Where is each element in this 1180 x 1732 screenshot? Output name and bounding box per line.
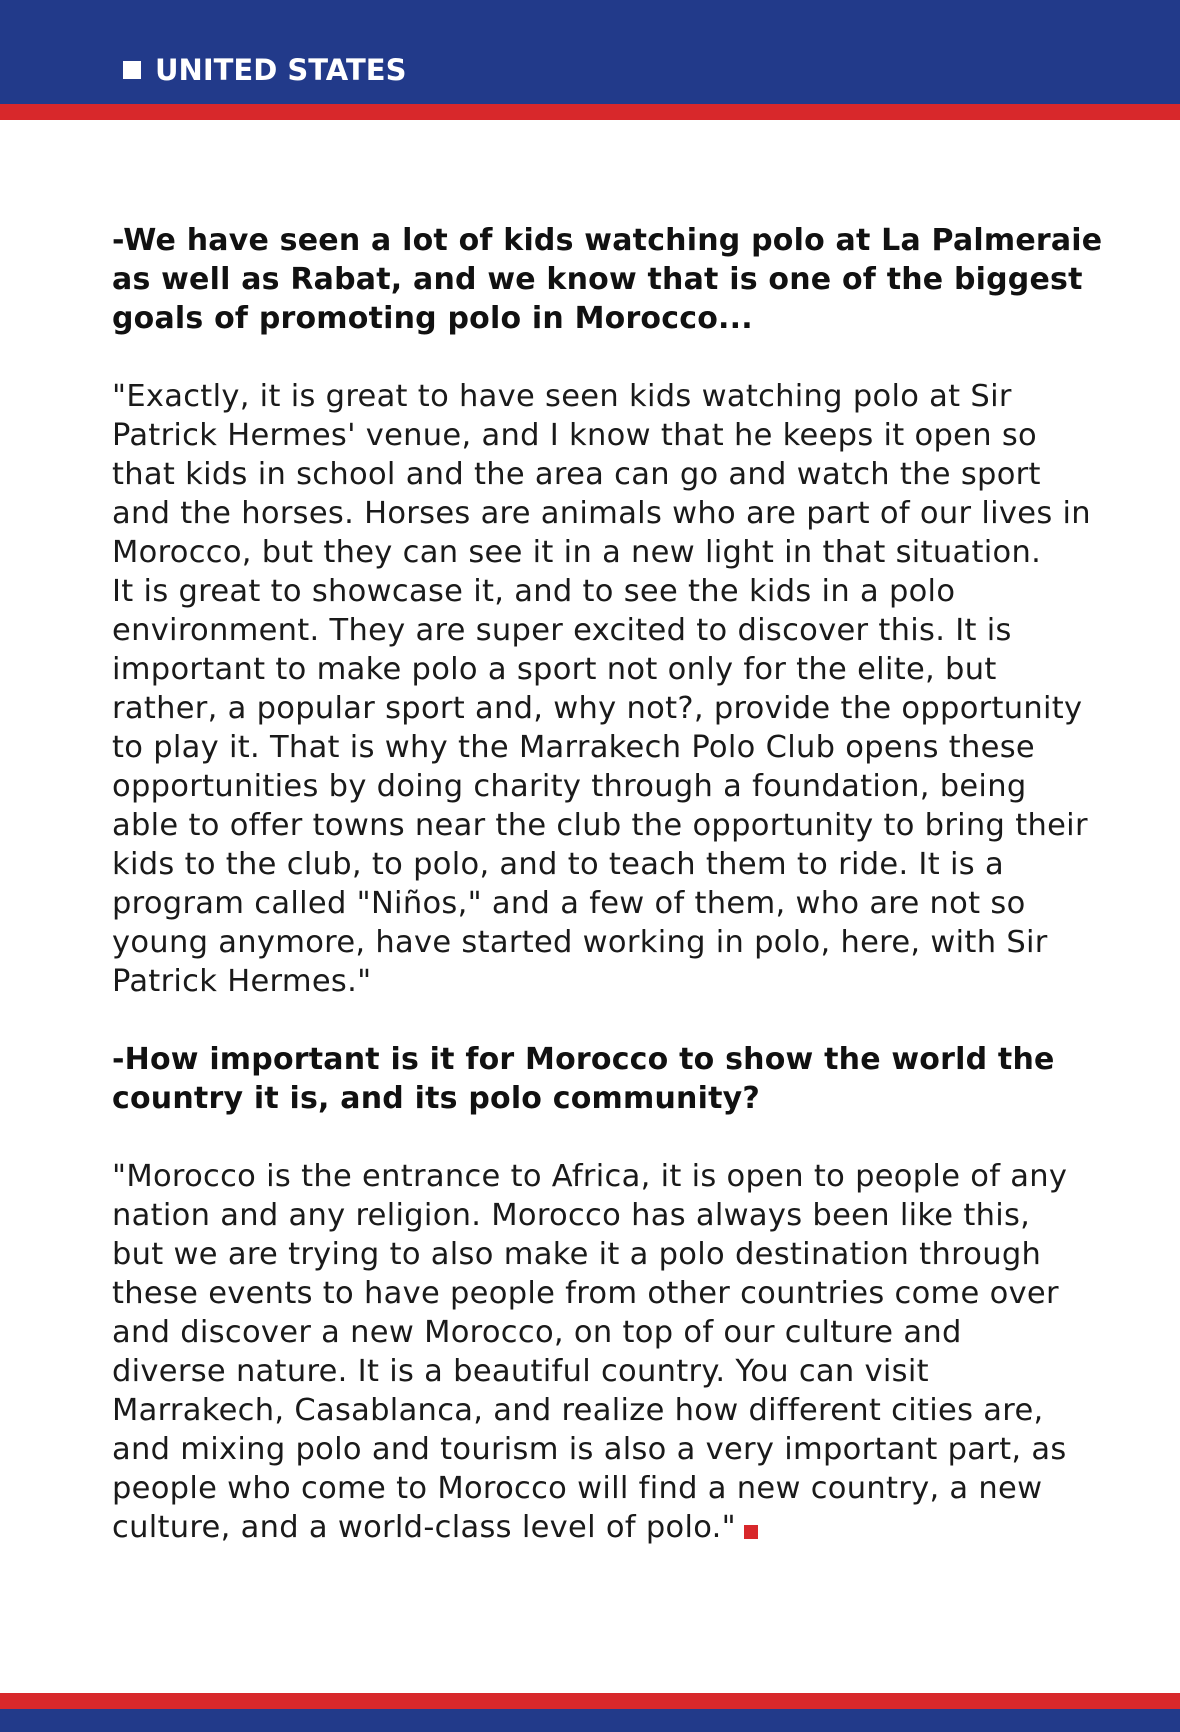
text-line: Patrick Hermes' venue, and I know that he keeps it open so: [112, 418, 1038, 453]
text-line: important to make polo a sport not only for the elite, but: [112, 652, 997, 687]
text-line: Marrakech, Casablanca, and realize how different cities are,: [112, 1393, 1044, 1428]
paragraph-gap: [112, 338, 1112, 377]
text-line: "Morocco is the entrance to Africa, it is open to people of any: [112, 1159, 1068, 1194]
header-red-stripe: [0, 104, 1180, 120]
section-label: UNITED STATES: [155, 53, 407, 87]
question-1: [112, 221, 1112, 338]
text-line: to play it. That is why the Marrakech Polo Club opens these: [112, 730, 1035, 765]
text-line: but we are trying to also make it a polo destination through: [112, 1237, 1042, 1272]
text-line: -How important is it for Morocco to show the world the: [112, 1042, 1055, 1077]
text-line: people who come to Morocco will find a new country, a new: [112, 1471, 1043, 1506]
text-line: goals of promoting polo in Morocco...: [112, 301, 753, 336]
text-line: Morocco, but they can see it in a new light in that situation.: [112, 535, 1042, 570]
answer-2: [112, 1157, 1112, 1547]
article-body: [112, 221, 1112, 1547]
square-bullet-icon: [123, 61, 141, 79]
text-line: and mixing polo and tourism is also a very important part, as: [112, 1432, 1067, 1467]
text-line: these events to have people from other countries come over: [112, 1276, 1059, 1311]
text-line: environment. They are super excited to discover this. It is: [112, 613, 1012, 648]
text-line: as well as Rabat, and we know that is one of the biggest: [112, 262, 1083, 297]
paragraph-gap: [112, 1118, 1112, 1157]
end-square-icon: [744, 1525, 758, 1539]
text-line: rather, a popular sport and, why not?, provide the opportunity: [112, 691, 1083, 726]
paragraph-gap: [112, 1001, 1112, 1040]
text-line: Patrick Hermes.": [112, 964, 372, 999]
text-line: program called "Niños," and a few of them, who are not so: [112, 886, 1026, 921]
text-line: country it is, and its polo community?: [112, 1081, 760, 1116]
text-line: -We have seen a lot of kids watching polo at La Palmeraie: [112, 223, 1103, 258]
answer-1: [112, 377, 1112, 1001]
footer-red-stripe: [0, 1693, 1180, 1709]
text-line: diverse nature. It is a beautiful country. You can visit: [112, 1354, 929, 1389]
text-line: that kids in school and the area can go and watch the sport: [112, 457, 1041, 492]
question-2: [112, 1040, 1112, 1118]
text-line: and the horses. Horses are animals who are part of our lives in: [112, 496, 1091, 531]
text-line: opportunities by doing charity through a foundation, being: [112, 769, 1027, 804]
text-line: kids to the club, to polo, and to teach them to ride. It is a: [112, 847, 1004, 882]
text-line: [112, 1508, 1112, 1547]
text-line: "Exactly, it is great to have seen kids watching polo at Sir: [112, 379, 1012, 414]
text-line: It is great to showcase it, and to see the kids in a polo: [112, 574, 956, 609]
text-line: and discover a new Morocco, on top of our culture and: [112, 1315, 962, 1350]
footer-band: [0, 1709, 1180, 1732]
text-line: young anymore, have started working in polo, here, with Sir: [112, 925, 1048, 960]
text-line-content: culture, and a world-class level of polo.": [112, 1510, 736, 1545]
text-line: nation and any religion. Morocco has always been like this,: [112, 1198, 1031, 1233]
text-line: able to offer towns near the club the opportunity to bring their: [112, 808, 1088, 843]
